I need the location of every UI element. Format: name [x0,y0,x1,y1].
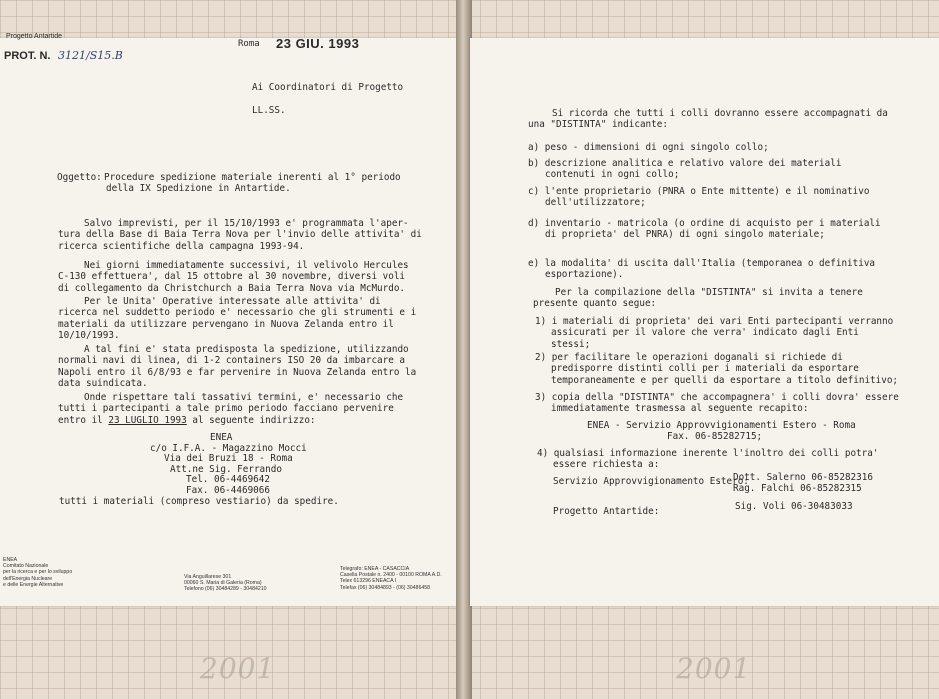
list-item-d [528,218,881,241]
text-line: una "DISTINTA" indicante: [528,119,668,131]
footer-line: dell'Energia Nucleare [3,575,53,582]
text-line: b) descrizione analitica e relativo valore dei materiali [528,158,842,169]
address-line: Att.ne Sig. Ferrando [170,463,282,475]
deadline-prefix: entro il [58,414,103,426]
text-line: Napoli entro il 6/8/93 e far pervenire in Nuova Zelanda entro la [58,366,417,378]
address-line: Tel. 06-4469642 [186,474,270,486]
text-line: Nei giorni immediatamente successivi, il velivolo Hercules [84,260,409,271]
text-line: 2) per facilitare le operazioni doganali si richiede di [535,352,843,363]
footer-line: Casella Postale n. 2400 - 00100 ROMA A.D. [340,572,442,579]
text-line: A tal fini e' stata predisposta la spedizione, utilizzando [84,344,409,355]
header-project-name: Progetto Antartide [6,33,63,40]
footer-organization [3,557,72,588]
text-line: di collegamento da Christchurch a Baia Terra Nova via McMurdo. [58,282,406,294]
list-item-c [528,186,869,209]
footer-address [184,574,267,593]
footer-line: per la ricerca e per lo sviluppo [3,569,73,576]
subject-text [104,172,401,195]
text-line: predisporre distinti colli per i materiali da esportare [551,363,859,375]
text-line: ENEA - Servizio Approvvigionamenti Estero - Roma [587,420,856,431]
text-line: 3) copia della "DISTINTA" che accompagnera' i colli dovra' essere [535,392,899,403]
footer-line: Comitato Nazionale [3,563,49,570]
text-line: C-130 effettuera', dal 15 ottobre al 30 novembre, diversi voli [58,271,406,283]
recipient-line: LL.SS. [252,105,286,116]
paragraph-1 [58,218,422,252]
text-line: e) la modalita' di uscita dall'Italia (temporanea o definitiva [528,258,876,269]
footer-line: Telex 613296 ENEACA I [340,578,397,585]
watermark-right: 2001 [676,652,752,685]
text-line: contenuti in ogni collo; [545,169,680,181]
paragraph-5 [58,392,403,426]
address-line: ENEA [210,432,233,443]
intro-paragraph [528,108,888,131]
text-line: 10/10/1993. [58,330,120,342]
subject-line: della IX Spedizione in Antartide. [106,183,291,195]
list-item-b [528,158,841,181]
text-line: d) inventario - matricola (o ordine di acquisto per i materiali [528,218,881,229]
paragraph-2 [58,260,409,294]
text-line: di proprieta' del PNRA) di ogni singolo materiale; [545,229,825,241]
text-line: essere richiesta a: [553,459,660,471]
numbered-item-1 [535,316,893,350]
numbered-item-2 [535,352,898,386]
contact-procurement-people [733,472,873,495]
text-line: presente quanto segue: [533,298,657,310]
text-line: Per la compilazione della "DISTINTA" si invita a tenere [555,287,863,298]
paragraph-3 [58,296,416,342]
numbered-item-3 [535,392,899,415]
contact-label-project: Progetto Antartide: [553,506,660,517]
list-item-e [528,258,875,281]
footer-line: Telefax (06) 30484893 - (06) 30486458 [340,584,430,591]
recipient-block [252,76,403,122]
footer-line: Via Anguillarese 301 [184,574,232,580]
recapito-block [587,420,856,443]
text-line: c) l'ente proprietario (PNRA o Ente mittente) e il nominativo [528,186,870,197]
text-line: ricerca scientifiche della campagna 1993-94. [58,240,305,252]
footer-line: Telefono (06) 30484289 - 30484210 [184,586,267,593]
address-line: Fax. 06-4469066 [186,484,270,496]
text-line: a) peso - dimensioni di ogni singolo collo; [528,142,769,153]
address-line: Via dei Bruzi 18 - Roma [164,453,293,465]
text-line: Onde rispettare tali tassativi termini, e' necessario che [84,392,404,403]
deadline-date: 23 LUGLIO 1993 [108,414,187,426]
text-line: Salvo imprevisti, per il 15/10/1993 e' programmata l'aper- [84,218,409,229]
text-line: tutti i partecipanti a tale primo periodo facciano pervenire [58,403,394,415]
text-line: 1) i materiali di proprieta' dei vari Enti partecipanti verranno [535,316,894,327]
address-line: c/o I.F.A. - Magazzino Mocci [150,442,307,454]
contact-project-person: Sig. Voli 06-30483033 [735,501,853,512]
text-line: Per le Unita' Operative interessate alle attivita' di [84,296,381,307]
footer-line: ENEA [3,557,18,563]
numbered-item-4 [537,448,878,471]
deadline-suffix: al seguente indirizzo: [192,414,316,426]
footer-line: e delle Energie Alternative [3,581,64,588]
watermark-left: 2001 [200,652,276,685]
text-line: Fax. 06-85282715; [667,431,763,443]
compilation-paragraph [533,287,863,310]
recipient-line: Ai Coordinatori di Progetto [252,82,404,93]
text-line: tura della Base di Baia Terra Nova per l'invio delle attivita' di [58,229,422,241]
text-line: data suindicata. [58,378,148,390]
text-line: stessi; [551,338,591,350]
subject-line: Procedure spedizione materiale inerenti al 1° periodo [104,172,401,183]
date-stamp: 23 GIU. 1993 [276,36,360,51]
text-line: normali navi di linea, di 1-2 containers ISO 20 da imbarcare a [58,355,406,367]
text-line: materiali da utilizzare pervengano in Nuova Zelanda entro il [58,318,394,330]
closing-line: tutti i materiali (compreso vestiario) da spedire. [59,496,339,507]
footer-line: Telegrafo: ENEA - CASACCIA [340,566,410,572]
text-line: dell'utilizzatore; [545,197,646,209]
text-line: 4) qualsiasi informazione inerente l'inoltro dei colli potra' [537,448,879,459]
footer-line: 00060 S. Maria di Galeria (Roma) [184,580,262,587]
contact-label-procurement: Servizio Approvvigionamento Estero: [553,476,749,487]
contact-line: Rag. Falchi 06-85282315 [733,483,862,495]
text-line: esportazione). [545,269,624,281]
letter-city: Roma [238,39,260,49]
protocol-label: PROT. N. [4,50,51,62]
contact-line: Dott. Salerno 06-85282316 [733,472,873,483]
shipping-address [150,433,307,497]
text-line: Si ricorda che tutti i colli dovranno essere accompagnati da [552,108,888,119]
paragraph-4 [58,344,416,390]
list-item-a [528,142,769,153]
footer-telegraph [340,566,442,591]
text-line: assicurati per il valore che verra' indicato dagli Enti [551,327,859,339]
subject-label: Oggetto: [57,172,102,183]
text-line [58,415,403,426]
text-line: ricerca nel suddetto periodo e' necessario che gli strumenti e i [58,307,417,319]
text-line: temporaneamente e per quelli da esportare a titolo definitivo; [551,374,899,386]
protocol-number: 3121/S15.B [58,49,123,62]
text-line: immediatamente trasmessa al seguente recapito: [551,403,809,415]
